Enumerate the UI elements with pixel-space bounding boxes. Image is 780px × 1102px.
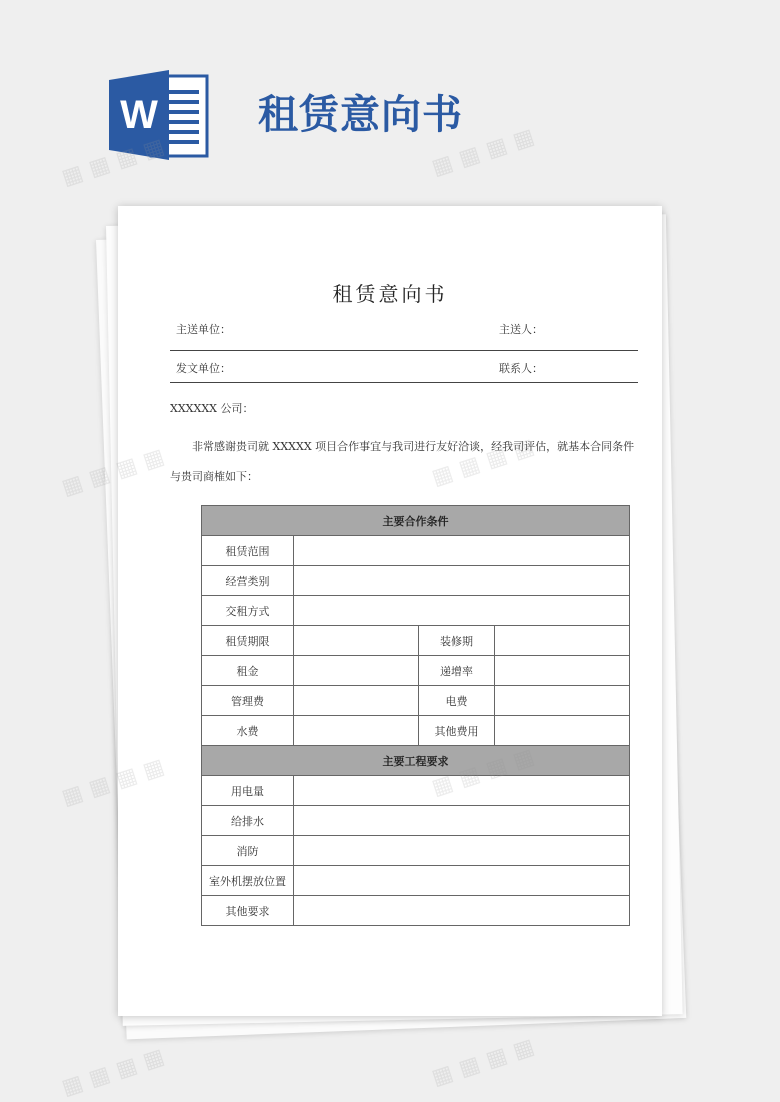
value-cell[interactable] — [294, 626, 419, 656]
watermark-mark: ▦ ▦ ▦ ▦ — [58, 754, 168, 811]
issuing-unit-label: 发文单位： — [176, 362, 231, 375]
value-cell[interactable] — [495, 686, 630, 716]
row-label: 电费 — [419, 686, 495, 716]
row-label: 租赁范围 — [202, 536, 294, 566]
table-row — [202, 536, 630, 566]
value-cell[interactable] — [294, 566, 630, 596]
document-title: 租赁意向书 — [332, 282, 448, 306]
watermark-mark: ▦ ▦ ▦ ▦ — [428, 1034, 538, 1091]
watermark-mark: ▦ ▦ ▦ ▦ — [58, 1044, 168, 1101]
conditions-table — [201, 505, 630, 926]
row-label: 租金 — [202, 656, 294, 686]
document-page — [118, 206, 662, 1016]
value-cell[interactable] — [495, 716, 630, 746]
table-row — [202, 776, 630, 806]
send-to-unit-label: 主送单位： — [176, 323, 231, 336]
contact-person-label: 联系人： — [499, 362, 543, 375]
table-row — [202, 656, 630, 686]
value-cell[interactable] — [294, 536, 630, 566]
table-row — [202, 566, 630, 596]
svg-text:W: W — [120, 93, 158, 137]
value-cell[interactable] — [294, 866, 630, 896]
row-label: 用电量 — [202, 776, 294, 806]
row-label: 其他要求 — [202, 896, 294, 926]
table-row — [202, 626, 630, 656]
value-cell[interactable] — [294, 806, 630, 836]
table-row — [202, 686, 630, 716]
value-cell[interactable] — [294, 896, 630, 926]
value-cell[interactable] — [294, 686, 419, 716]
row-label: 管理费 — [202, 686, 294, 716]
value-cell[interactable] — [294, 776, 630, 806]
value-cell[interactable] — [294, 596, 630, 626]
value-cell[interactable] — [294, 656, 419, 686]
row-label: 消防 — [202, 836, 294, 866]
row-label: 装修期 — [419, 626, 495, 656]
table-row — [202, 836, 630, 866]
table-row — [202, 746, 630, 776]
row-label: 给排水 — [202, 806, 294, 836]
table-row — [202, 716, 630, 746]
value-cell[interactable] — [495, 656, 630, 686]
value-cell[interactable] — [495, 626, 630, 656]
value-cell[interactable] — [294, 716, 419, 746]
value-cell[interactable] — [294, 836, 630, 866]
table-row — [202, 896, 630, 926]
row-label: 递增率 — [419, 656, 495, 686]
divider-line — [170, 350, 638, 351]
send-to-person-label: 主送人： — [499, 323, 543, 336]
header-title: 租赁意向书 — [258, 92, 463, 138]
row-label: 经营类别 — [202, 566, 294, 596]
table-row — [202, 806, 630, 836]
row-label: 其他费用 — [419, 716, 495, 746]
table-row — [202, 596, 630, 626]
body-paragraph: 非常感谢贵司就 XXXXX 项目合作事宜与我司进行友好洽谈，经我司评估，就基本合同条件与贵司商榷如下： — [170, 440, 635, 483]
word-logo-icon — [109, 68, 209, 162]
section-header-cooperation: 主要合作条件 — [202, 506, 630, 536]
salutation: XXXXXX 公司： — [170, 402, 254, 415]
table-row — [202, 506, 630, 536]
section-header-engineering: 主要工程要求 — [202, 746, 630, 776]
table-row — [202, 866, 630, 896]
row-label: 室外机摆放位置 — [202, 866, 294, 896]
watermark-mark: ▦ ▦ — [58, 461, 114, 501]
watermark-mark: ▦ ▦ ▦ ▦ — [58, 134, 168, 191]
row-label: 租赁期限 — [202, 626, 294, 656]
divider-line — [170, 382, 638, 383]
row-label: 交租方式 — [202, 596, 294, 626]
row-label: 水费 — [202, 716, 294, 746]
watermark-mark: ▦ ▦ ▦ ▦ — [428, 124, 538, 181]
